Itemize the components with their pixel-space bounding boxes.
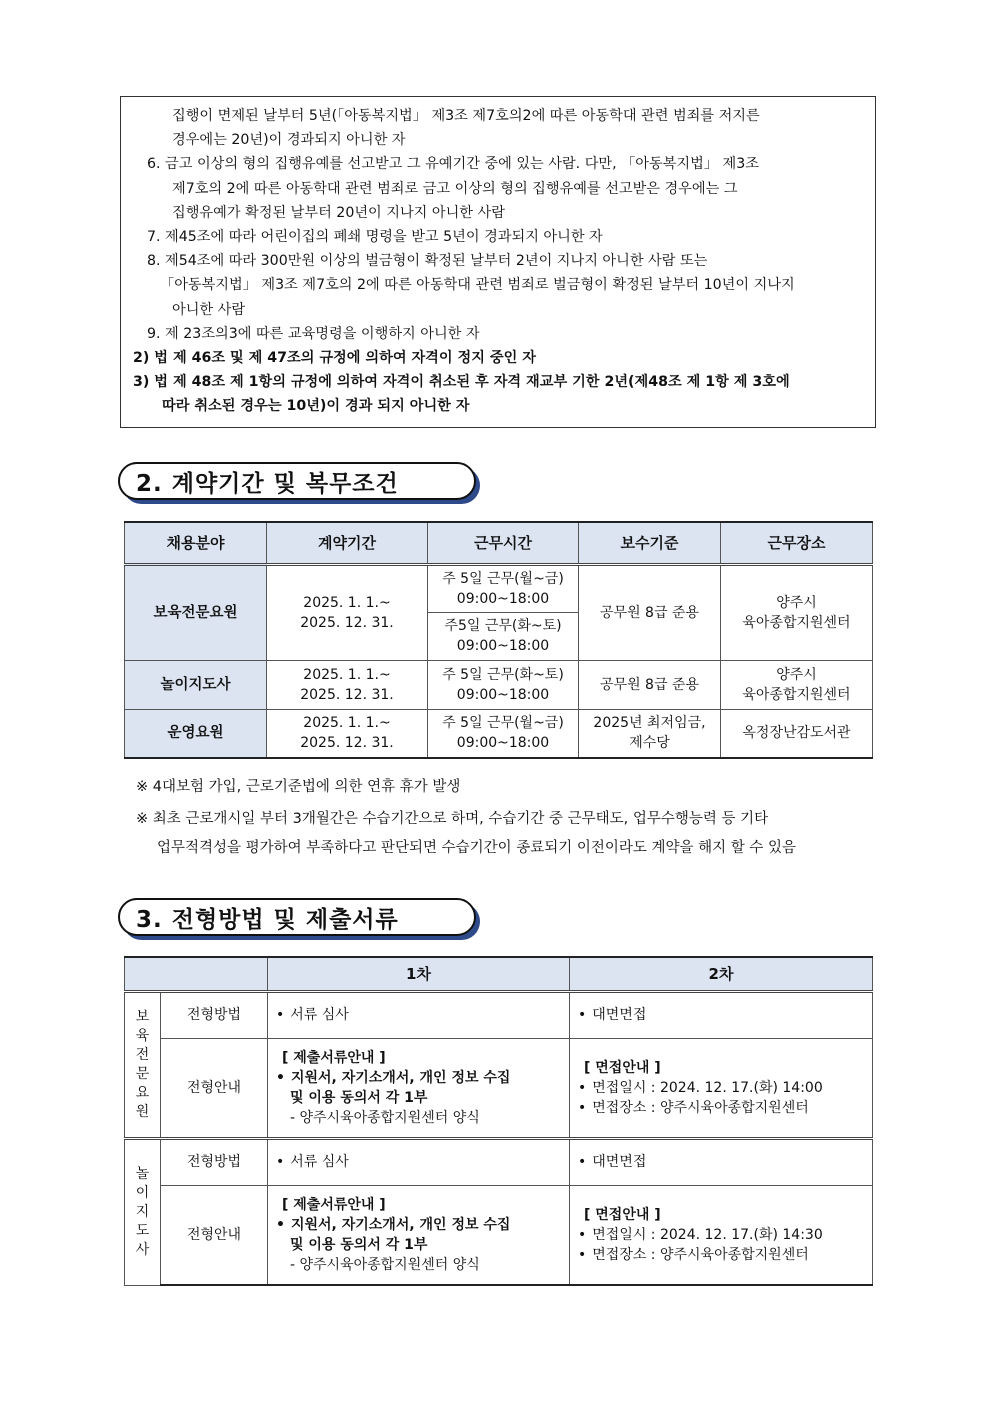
section2-heading xyxy=(118,462,476,500)
eligibility-line: 9. 제 23조의3에 따른 교육명령을 이행하지 아니한 자 xyxy=(147,325,480,342)
row-pay: 공무원 8급 준용 xyxy=(579,564,721,660)
row-pay: 2025년 최저임금, 제수당 xyxy=(579,709,721,758)
row-field: 보육전문요원 xyxy=(125,564,267,660)
section2-title: 2. 계약기간 및 복무조건 xyxy=(118,462,476,500)
guide-round2: [ 면접안내 ] • 면접일시 : 2024. 12. 17.(화) 14:00 • 면접장소 : 양주시육아종합지원센터 xyxy=(570,1038,873,1138)
eligibility-line: 따라 취소된 경우는 10년)이 경과 되지 아니한 자 xyxy=(162,398,470,415)
row-pay: 공무원 8급 준용 xyxy=(579,660,721,709)
eligibility-line: 3) 법 제 48조 제 1항의 규정에 의하여 자격이 취소된 후 자격 재교부 기한 2년(제48조 제 1항 제 3호에 xyxy=(133,374,790,391)
group-label-play: 놀 이 지 도 사 xyxy=(125,1138,161,1285)
row-hours: 주 5일 근무(월~금) 09:00~18:00 xyxy=(428,709,579,758)
eligibility-line: 아니한 사람 xyxy=(172,301,246,318)
row-hours: 주5일 근무(화~토) 09:00~18:00 xyxy=(428,612,579,660)
method-label: 전형방법 xyxy=(161,991,268,1038)
eligibility-line: 집행이 면제된 날부터 5년(「아동복지법」 제3조 제7호의2에 따른 아동학대 관련 범죄를 저지른 xyxy=(172,108,760,124)
eligibility-line: 제7호의 2에 따른 아동학대 관련 범죄로 금고 이상의 형의 집행유예를 선고받은 경우에는 그 xyxy=(172,180,738,197)
row-place: 양주시 육아종합지원센터 xyxy=(721,564,873,660)
row-period: 2025. 1. 1.~ 2025. 12. 31. xyxy=(267,660,428,709)
eligibility-line: 2) 법 제 46조 및 제 47조의 규정에 의하여 자격이 정지 중인 자 xyxy=(133,350,536,367)
method-round2: • 대면면접 xyxy=(570,1138,873,1185)
eligibility-line: 「아동복지법」 제3조 제7호의 2에 따른 아동학대 관련 범죄로 벌금형이 확정된 날부터 10년이 지나지 xyxy=(160,277,795,294)
row-place: 옥정장난감도서관 xyxy=(721,709,873,758)
guide-round1: [ 제출서류안내 ] • 지원서, 자기소개서, 개인 정보 수집 및 이용 동의서 각 1부 - 양주시육아종합지원센터 양식 xyxy=(268,1038,570,1138)
row-period: 2025. 1. 1.~ 2025. 12. 31. xyxy=(267,709,428,758)
eligibility-box xyxy=(120,96,876,428)
method-label: 전형방법 xyxy=(161,1138,268,1185)
header-pay: 보수기준 xyxy=(579,522,721,564)
row-hours: 주 5일 근무(월~금) 09:00~18:00 xyxy=(428,564,579,612)
eligibility-line: 7. 제45조에 따라 어린이집의 폐쇄 명령을 받고 5년이 경과되지 아니한 자 xyxy=(147,229,603,246)
row-hours: 주 5일 근무(화~토) 09:00~18:00 xyxy=(428,660,579,709)
header-round1: 1차 xyxy=(268,957,570,991)
section3-title: 3. 전형방법 및 제출서류 xyxy=(118,898,476,936)
row-field: 운영요원 xyxy=(125,709,267,758)
eligibility-line: 집행유예가 확정된 날부터 20년이 지나지 아니한 사람 xyxy=(172,204,505,221)
guide-round2: [ 면접안내 ] • 면접일시 : 2024. 12. 17.(화) 14:30 • 면접장소 : 양주시육아종합지원센터 xyxy=(570,1185,873,1285)
group-label-childcare: 보 육 전 문 요 원 xyxy=(125,991,161,1138)
header-place: 근무장소 xyxy=(721,522,873,564)
header-hours: 근무시간 xyxy=(428,522,579,564)
header-period: 계약기간 xyxy=(267,522,428,564)
guide-round1: [ 제출서류안내 ] • 지원서, 자기소개서, 개인 정보 수집 및 이용 동의서 각 1부 - 양주시육아종합지원센터 양식 xyxy=(268,1185,570,1285)
selection-table xyxy=(124,956,873,1286)
method-round1: • 서류 심사 xyxy=(268,991,570,1038)
row-field: 놀이지도사 xyxy=(125,660,267,709)
guide-label: 전형안내 xyxy=(161,1185,268,1285)
header-field: 채용분야 xyxy=(125,522,267,564)
note-probation: ※ 최초 근로개시일 부터 3개월간은 수습기간으로 하며, 수습기간 중 근무태도, 업무수행능력 등 기타 xyxy=(136,811,769,827)
section3-heading xyxy=(118,898,476,936)
eligibility-line: 6. 금고 이상의 형의 집행유예를 선고받고 그 유예기간 중에 있는 사람. 다만, 「아동복지법」 제3조 xyxy=(147,156,759,173)
row-period: 2025. 1. 1.~ 2025. 12. 31. xyxy=(267,564,428,660)
row-place: 양주시 육아종합지원센터 xyxy=(721,660,873,709)
eligibility-line: 8. 제54조에 따라 300만원 이상의 벌금형이 확정된 날부터 2년이 지나지 아니한 사람 또는 xyxy=(147,253,708,270)
header-round2: 2차 xyxy=(570,957,873,991)
note-probation-cont: 업무적격성을 평가하여 부족하다고 판단되면 수습기간이 종료되기 이전이라도 계약을 해지 할 수 있음 xyxy=(157,840,796,856)
note-insurance: ※ 4대보험 가입, 근로기준법에 의한 연휴 휴가 발생 xyxy=(136,779,461,795)
header-blank xyxy=(125,957,268,991)
method-round1: • 서류 심사 xyxy=(268,1138,570,1185)
guide-label: 전형안내 xyxy=(161,1038,268,1138)
method-round2: • 대면면접 xyxy=(570,991,873,1038)
contract-table xyxy=(124,521,873,759)
eligibility-line: 경우에는 20년)이 경과되지 아니한 자 xyxy=(172,132,406,149)
